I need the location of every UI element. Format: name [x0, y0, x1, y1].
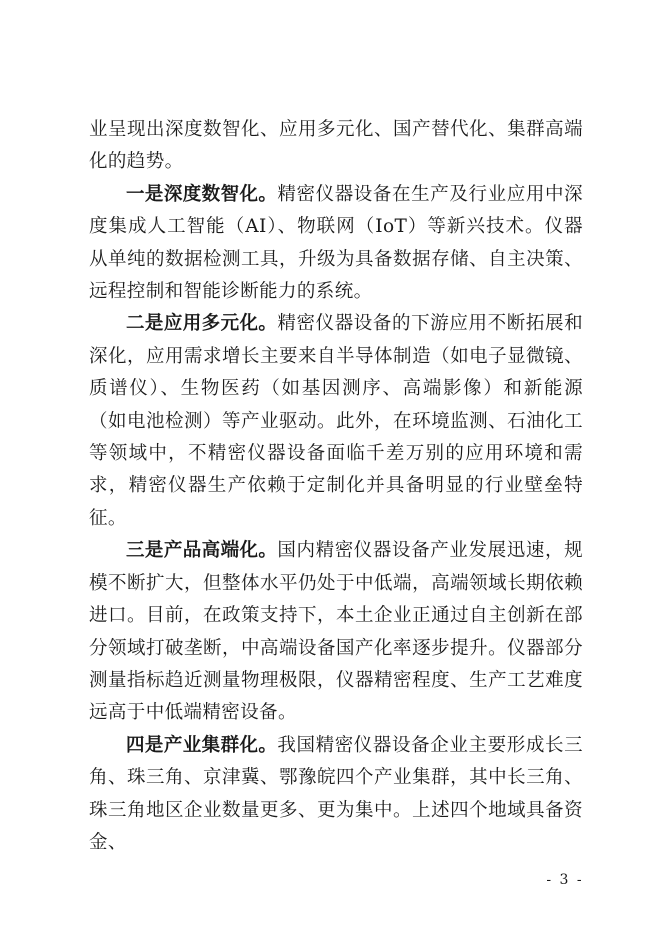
paragraph-text: 精密仪器设备在生产及行业应用中深度集成人工智能（AI）、物联网（IoT）等新兴技术。仪器从单纯的数据检测工具，升级为具备数据存储、自主决策、远程控制和智能诊断能力的系统。: [89, 183, 583, 303]
paragraph-text: 国内精密仪器设备产业发展迅速，规模不断扩大，但整体水平仍处于中低端，高端领域长期依赖进口。目前，在政策支持下，本土企业正通过自主创新在部分领域打破垄断，中高端设备国产化率逐步提升。仪器部分测量指标趋近测量物理极限，仪器精密程度、生产工艺难度远高于中低端精密设备。: [89, 540, 583, 724]
body-text: [89, 114, 583, 859]
paragraph-continuation: [89, 114, 583, 179]
paragraph-text: 业呈现出深度数智化、应用多元化、国产替代化、集群高端化的趋势。: [89, 119, 583, 173]
page-number: - 3 -: [546, 872, 584, 888]
paragraph-product-high-end: [89, 535, 583, 729]
paragraph-industry-clustering: [89, 730, 583, 860]
paragraph-deep-digital-intelligence: [89, 179, 583, 309]
paragraph-application-diversification: [89, 308, 583, 535]
paragraph-lead: 四是产业集群化。: [126, 734, 278, 756]
paragraph-text: 精密仪器设备的下游应用不断拓展和深化，应用需求增长主要来自半导体制造（如电子显微镜、质谱仪）、生物医药（如基因测序、高端影像）和新能源（如电池检测）等产业驱动。此外，在环境监测、石油化工等领域中，不精密仪器设备面临千差万别的应用环境和需求，精密仪器生产依赖于定制化并具备明显的行业壁垒特征。: [89, 313, 583, 529]
paragraph-lead: 三是产品高端化。: [126, 540, 278, 562]
paragraph-lead: 一是深度数智化。: [126, 183, 278, 205]
paragraph-text: 我国精密仪器设备企业主要形成长三角、珠三角、京津冀、鄂豫皖四个产业集群，其中长三角、珠三角地区企业数量更多、更为集中。上述四个地域具备资金、: [89, 734, 583, 853]
paragraph-lead: 二是应用多元化。: [126, 313, 278, 335]
